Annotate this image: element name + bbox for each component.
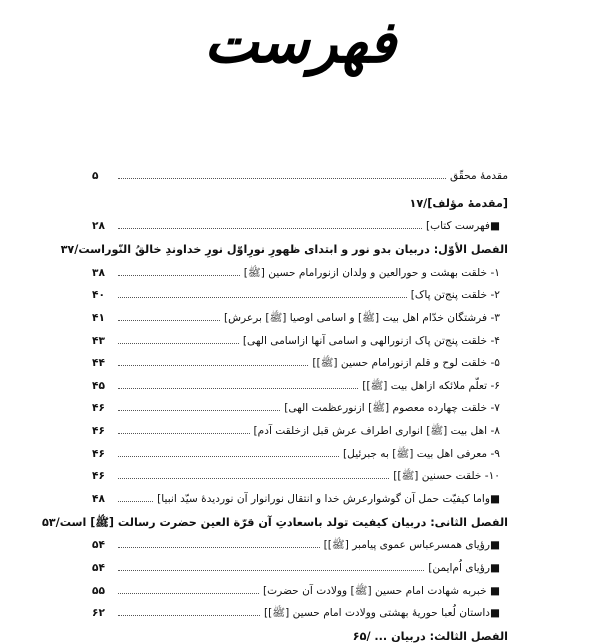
toc-chapter-3-heading[interactable] — [92, 620, 508, 644]
leader-dots — [118, 501, 153, 502]
table-of-contents — [41, 160, 508, 644]
toc-entry[interactable] — [92, 393, 508, 416]
toc-entry-page: ۴۴ — [92, 357, 105, 370]
toc-entry[interactable] — [92, 370, 508, 393]
toc-entry-label: ■ خبربه شهادت امام حسین [ﷺ] وولادت آن حضرت] — [263, 584, 500, 597]
toc-entry-page: ۴۸ — [92, 492, 105, 505]
toc-entry-label: ۱۰- خلقت حسنین [ﷺ]] — [393, 470, 500, 483]
toc-chapter-2-heading[interactable] — [41, 506, 508, 530]
toc-entry-label: ■داستان لُعبا حوریهٔ بهشتی وولادت امام حسین [ﷺ]] — [264, 607, 500, 620]
toc-entry-label: ۶- تعلّم ملائکه ازاهل بیت [ﷺ]] — [362, 379, 500, 392]
toc-entry-label: ۳- فرشتگان خدّام اهل بیت [ﷺ] و اسامی اوصیا [ﷺ] برعرش] — [223, 311, 500, 324]
toc-entry-page: ۳۸ — [92, 266, 105, 279]
toc-entry-page: ۴۶ — [92, 402, 105, 415]
toc-entry-contents[interactable] — [92, 211, 508, 234]
toc-entry[interactable] — [92, 575, 508, 598]
toc-entry-label: ۹- معرفی اهل بیت [ﷺ] به جبرئیل] — [343, 447, 500, 460]
toc-entry[interactable] — [92, 552, 508, 575]
toc-entry-label: ۷- خلقت چهارده معصوم [ﷺ] ازنورعظمت الهی] — [284, 402, 500, 415]
toc-entry[interactable] — [92, 257, 508, 280]
toc-section-author-intro[interactable] — [92, 189, 508, 211]
leader-dots — [118, 178, 446, 179]
leader-dots — [118, 320, 220, 321]
toc-entry-label: مقدمهٔ محقّق — [449, 169, 508, 182]
toc-entry-page: ۴۵ — [92, 379, 105, 392]
toc-entry-page: ۵۴ — [92, 539, 105, 552]
page-title: فهرست — [203, 8, 396, 76]
toc-entry-label: ۸- اهل بیت [ﷺ] انواری اطراف عرش قبل ازخلقت آدم] — [253, 424, 500, 437]
toc-chapter-label: الفصل الثالث: دربیان ... /۶۵ — [352, 630, 508, 644]
toc-entry-page: ۵۵ — [92, 584, 105, 597]
toc-entry-page: ۴۳ — [92, 334, 105, 347]
leader-dots — [118, 593, 259, 594]
leader-dots — [118, 478, 389, 479]
toc-entry-label: ۱- خلقت بهشت و حورالعین و ولدان ازنورامام حسین [ﷺ] — [243, 266, 500, 279]
toc-chapter-label: الفصل الثانی: دربیان کیفیت تولد باسعادتِ آن قرّة العین حضرت رسالت [ﷺ] است/۵۳ — [41, 515, 508, 529]
toc-entry[interactable] — [92, 438, 508, 461]
toc-entry-page: ۵ — [92, 169, 99, 182]
toc-entry-page: ۴۰ — [92, 289, 105, 302]
toc-entry-label: ■رؤیای همسرعباس عموی پیامبر [ﷺ]] — [323, 539, 500, 552]
leader-dots — [118, 547, 320, 548]
toc-entry[interactable] — [92, 461, 508, 484]
leader-dots — [118, 228, 422, 229]
leader-dots — [118, 456, 339, 457]
toc-entry[interactable] — [92, 530, 508, 553]
toc-entry-label: ۲- خلقت پنج‌تن پاک] — [410, 289, 500, 302]
toc-entry-label: ۴- خلقت پنج‌تن پاک ازنورالهی و اسامی آنها ازاسامی الهی] — [242, 334, 500, 347]
leader-dots — [118, 433, 250, 434]
toc-entry-page: ۲۸ — [92, 220, 105, 233]
leader-dots — [118, 365, 308, 366]
toc-chapter-label: الفصل الأوّل: دربیان بدو نور و ابتدای ظهورِ نورِاوّل نورِ خداوندِ خالقُ النّوراست/۳۷ — [60, 243, 508, 257]
toc-entry-label: ■واما کیفیّت حمل آن گوشوارعرش خدا و انتقال نورانوار آن نوردیدهٔ سیّد انبیا] — [157, 492, 500, 505]
toc-section-label: [مقدمهٔ مؤلف]/۱۷ — [409, 196, 508, 210]
toc-entry[interactable] — [92, 302, 508, 325]
toc-entry-page: ۴۶ — [92, 470, 105, 483]
leader-dots — [118, 615, 260, 616]
toc-entry[interactable] — [92, 415, 508, 438]
toc-entry-intro[interactable] — [92, 160, 508, 183]
toc-entry-page: ۶۲ — [92, 607, 105, 620]
toc-entry-page: ۴۶ — [92, 447, 105, 460]
leader-dots — [118, 343, 239, 344]
leader-dots — [118, 275, 240, 276]
leader-dots — [118, 297, 407, 298]
toc-chapter-1-heading[interactable] — [60, 233, 508, 257]
toc-entry-label: ۵- خلقت لوح و قلم ازنورامام حسین [ﷺ]] — [312, 357, 500, 370]
toc-entry-page: ۴۶ — [92, 424, 105, 437]
toc-entry-label: ■رؤیای اُم‌ایمن] — [428, 561, 500, 574]
toc-entry-page: ۴۱ — [92, 311, 105, 324]
toc-entry-label: ■فهرست کتاب] — [425, 220, 500, 233]
toc-entry[interactable] — [92, 598, 508, 621]
leader-dots — [118, 410, 280, 411]
toc-entry[interactable] — [92, 348, 508, 371]
leader-dots — [118, 570, 424, 571]
toc-entry[interactable] — [92, 280, 508, 303]
toc-entry[interactable] — [92, 483, 508, 506]
toc-entry-page: ۵۴ — [92, 561, 105, 574]
toc-entry[interactable] — [92, 325, 508, 348]
leader-dots — [118, 388, 358, 389]
